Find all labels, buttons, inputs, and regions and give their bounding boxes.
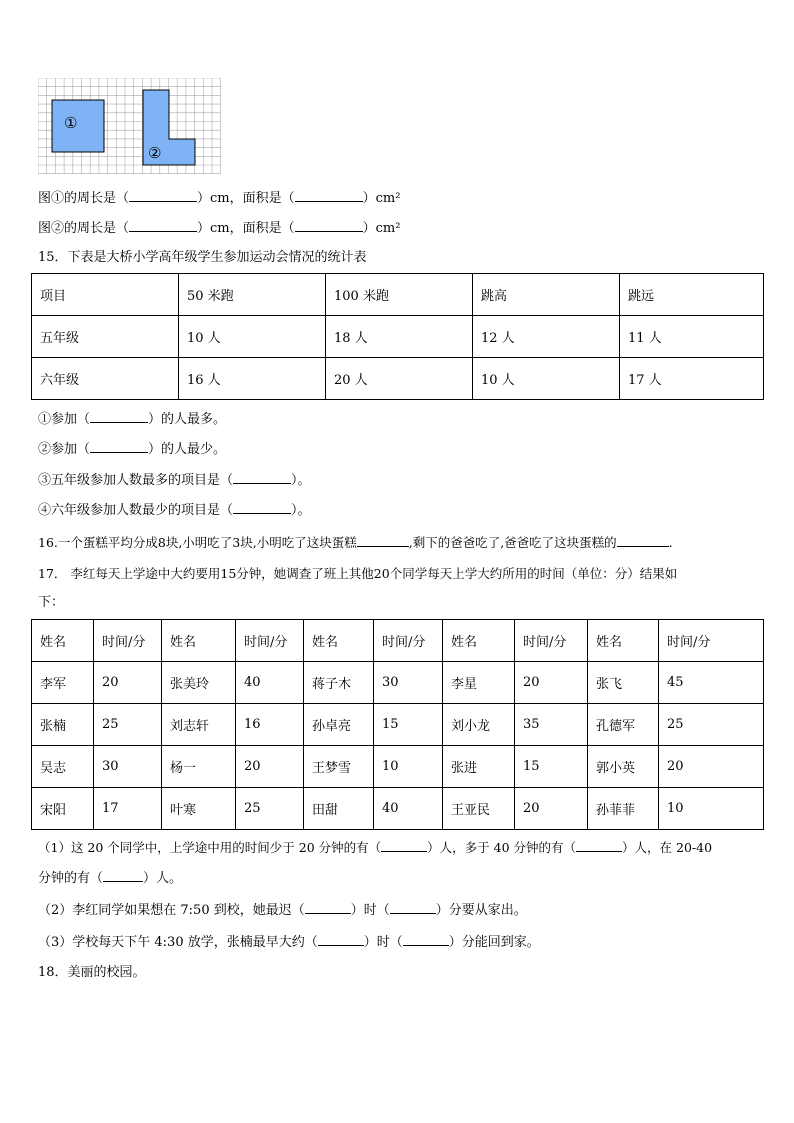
table-cell: 17 人: [620, 358, 764, 400]
q16-part-3: .: [668, 535, 673, 550]
table-cell: 叶寒: [162, 788, 236, 830]
q15-sub4-suffix: ）。: [291, 503, 311, 518]
table-cell: 10: [659, 788, 764, 830]
shape-2-label: ②: [148, 144, 162, 162]
table-header-cell: 姓名: [588, 620, 659, 662]
table-header-cell: 跳远: [620, 274, 764, 316]
q16-part-2: ,剩下的爸爸吃了,爸爸吃了这块蛋糕的: [408, 535, 617, 550]
table-header-row: [32, 274, 764, 316]
q17-s2-b: ）时（: [350, 903, 390, 918]
table-header-cell: 时间/分: [94, 620, 162, 662]
q15-table: [31, 273, 764, 400]
q14-line1-prefix: 图①的周长是（: [38, 191, 130, 206]
table-cell: 20: [236, 746, 304, 788]
table-header-cell: 姓名: [162, 620, 236, 662]
answer-blank[interactable]: [233, 500, 291, 514]
q14-line2-prefix: 图②的周长是（: [38, 221, 130, 236]
answer-blank[interactable]: [295, 188, 363, 202]
table-cell: 李军: [32, 662, 94, 704]
answer-blank[interactable]: [129, 218, 197, 232]
q17-intro-line-1: 17． 李红每天上学途中大约要用15分钟，她调查了班上其他20个同学每天上学大约所用的时间（单位：分）结果如: [38, 566, 678, 581]
table-header-cell: 时间/分: [236, 620, 304, 662]
answer-blank[interactable]: [617, 533, 669, 547]
table-cell: 20: [94, 662, 162, 704]
grid-figure: [38, 78, 222, 176]
q14-line1-mid: ）cm，面积是（: [197, 191, 295, 206]
q17-s3-b: ）时（: [363, 935, 403, 950]
answer-blank[interactable]: [129, 188, 197, 202]
table-cell: 18 人: [326, 316, 473, 358]
table-cell: 杨一: [162, 746, 236, 788]
table-header-cell: 姓名: [304, 620, 374, 662]
table-cell: 40: [236, 662, 304, 704]
answer-blank[interactable]: [295, 218, 363, 232]
table-row: [32, 358, 764, 400]
table-cell: 16: [236, 704, 304, 746]
answer-blank[interactable]: [90, 439, 148, 453]
table-cell: 11 人: [620, 316, 764, 358]
table-row: [32, 788, 764, 830]
table-header-cell: 姓名: [443, 620, 515, 662]
table-cell: 王梦雪: [304, 746, 374, 788]
table-row: [32, 662, 764, 704]
table-cell: 20: [515, 662, 588, 704]
q17-s1-a: （1）这 20 个同学中，上学途中用的时间少于 20 分钟的有（: [38, 840, 382, 855]
q15-sub-2: [38, 439, 226, 459]
table-cell: 25: [659, 704, 764, 746]
table-header-cell: 时间/分: [659, 620, 764, 662]
table-row: [32, 746, 764, 788]
q17-s1-d: 分钟的有（: [38, 871, 104, 886]
table-cell: 10 人: [179, 316, 326, 358]
answer-blank[interactable]: [305, 900, 351, 914]
table-cell: 30: [94, 746, 162, 788]
q15-sub2-suffix: ）的人最少。: [148, 442, 227, 457]
table-cell: 宋阳: [32, 788, 94, 830]
table-header-cell: 姓名: [32, 620, 94, 662]
q15-sub4-prefix: ④六年级参加人数最少的项目是（: [38, 503, 234, 518]
q17-sub-2: [38, 900, 527, 920]
answer-blank[interactable]: [381, 838, 427, 852]
table-cell: 刘小龙: [443, 704, 515, 746]
q17-s3-a: （3）学校每天下午 4:30 放学，张楠最早大约（: [38, 935, 318, 950]
table-header-cell: 时间/分: [374, 620, 443, 662]
table-cell: 六年级: [32, 358, 179, 400]
q14-line2-mid: ）cm，面积是（: [197, 221, 295, 236]
table-cell: 25: [94, 704, 162, 746]
table-cell: 孙菲菲: [588, 788, 659, 830]
q18-title: 18．美丽的校园。: [38, 965, 146, 980]
table-header-cell: 50 米跑: [179, 274, 326, 316]
q17-s1-e: ）人。: [143, 871, 183, 886]
table-cell: 35: [515, 704, 588, 746]
q15-sub1-prefix: ①参加（: [38, 412, 91, 427]
q15-title: 15．下表是大桥小学高年级学生参加运动会情况的统计表: [38, 250, 367, 265]
table-cell: 张楠: [32, 704, 94, 746]
answer-blank[interactable]: [576, 838, 622, 852]
q15-sub2-prefix: ②参加（: [38, 442, 91, 457]
table-cell: 20: [659, 746, 764, 788]
q15-sub3-suffix: ）。: [291, 473, 311, 488]
table-header-row: [32, 620, 764, 662]
q17-s1-c: ）人，在 20-40: [622, 840, 713, 855]
table-header-cell: 项目: [32, 274, 179, 316]
table-cell: 吴志: [32, 746, 94, 788]
table-row: [32, 316, 764, 358]
table-row: [32, 704, 764, 746]
table-cell: 17: [94, 788, 162, 830]
table-cell: 20 人: [326, 358, 473, 400]
table-cell: 张飞: [588, 662, 659, 704]
answer-blank[interactable]: [233, 470, 291, 484]
table-cell: 30: [374, 662, 443, 704]
table-cell: 孔德军: [588, 704, 659, 746]
table-cell: 张美玲: [162, 662, 236, 704]
q14-line2-suffix: ）cm²: [362, 221, 401, 236]
answer-blank[interactable]: [318, 932, 364, 946]
answer-blank[interactable]: [103, 868, 143, 882]
shape-1-label: ①: [64, 114, 78, 132]
table-cell: 15: [374, 704, 443, 746]
q15-sub1-suffix: ）的人最多。: [148, 412, 227, 427]
table-header-cell: 时间/分: [515, 620, 588, 662]
q17-sub-3: [38, 932, 540, 952]
table-header-cell: 100 米跑: [326, 274, 473, 316]
table-cell: 刘志轩: [162, 704, 236, 746]
q17-sub-1-line-2: [38, 868, 182, 888]
q16-part-1: 16.一个蛋糕平均分成8块,小明吃了3块,小明吃了这块蛋糕: [38, 535, 357, 550]
q17-table: [31, 619, 764, 830]
table-cell: 15: [515, 746, 588, 788]
q17-s1-b: ）人，多于 40 分钟的有（: [427, 840, 577, 855]
table-cell: 40: [374, 788, 443, 830]
table-cell: 孙卓亮: [304, 704, 374, 746]
shape-1-square: [52, 100, 104, 152]
q15-sub-1: [38, 409, 226, 429]
q14-line1-suffix: ）cm²: [362, 191, 401, 206]
q15-sub3-prefix: ③五年级参加人数最多的项目是（: [38, 473, 234, 488]
table-cell: 张进: [443, 746, 515, 788]
table-cell: 田甜: [304, 788, 374, 830]
q15-sub-4: [38, 500, 311, 520]
q17-s3-c: ）分能回到家。: [448, 935, 540, 950]
q17-sub-1-line-1: [38, 838, 712, 857]
table-cell: 25: [236, 788, 304, 830]
table-cell: 45: [659, 662, 764, 704]
table-cell: 12 人: [473, 316, 620, 358]
table-cell: 10: [374, 746, 443, 788]
q15-sub-3: [38, 470, 311, 490]
q17-s2-a: （2）李红同学如果想在 7:50 到校，她最迟（: [38, 903, 305, 918]
q16-line: [38, 533, 673, 552]
table-cell: 王亚民: [443, 788, 515, 830]
q17-intro-line-2: 下：: [38, 595, 65, 610]
q14-line-1: [38, 188, 400, 208]
table-cell: 五年级: [32, 316, 179, 358]
table-header-cell: 跳高: [473, 274, 620, 316]
table-cell: 16 人: [179, 358, 326, 400]
table-cell: 20: [515, 788, 588, 830]
q14-line-2: [38, 218, 400, 238]
table-cell: 10 人: [473, 358, 620, 400]
answer-blank[interactable]: [390, 900, 436, 914]
table-cell: 蒋子木: [304, 662, 374, 704]
answer-blank[interactable]: [403, 932, 449, 946]
q17-s2-c: ）分要从家出。: [435, 903, 527, 918]
table-cell: 郭小英: [588, 746, 659, 788]
answer-blank[interactable]: [357, 533, 409, 547]
table-cell: 李星: [443, 662, 515, 704]
answer-blank[interactable]: [90, 409, 148, 423]
